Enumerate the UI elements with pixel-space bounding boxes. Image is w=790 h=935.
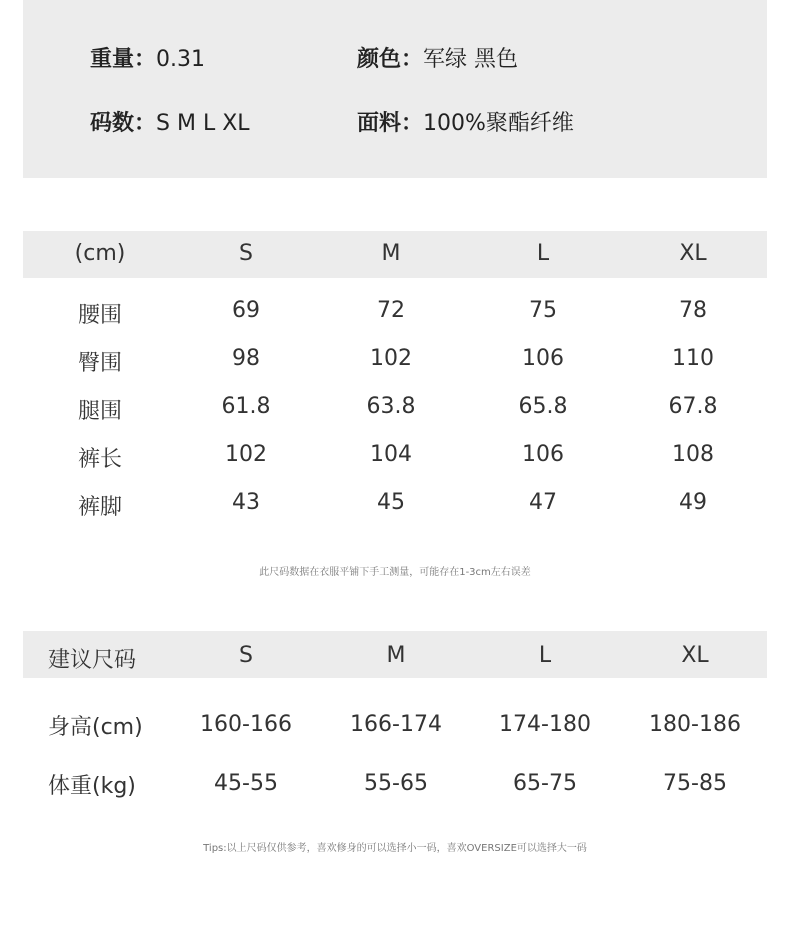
measure-row-label: 裤脚: [77, 495, 123, 520]
measure-note: 此尺码数据在衣服平铺下手工测量，可能存在1-3cm左右误差: [259, 567, 531, 578]
measure-cell: 75: [529, 298, 557, 323]
size-info: [90, 106, 250, 137]
recommend-cell: 166-174: [350, 712, 442, 737]
measure-cell: 108: [672, 442, 714, 467]
recommend-tips: Tips:以上尺码仅供参考，喜欢修身的可以选择小一码，喜欢OVERSIZE可以选择大一码: [203, 843, 587, 854]
recommend-header-s: S: [239, 643, 253, 668]
fabric-label: 面料：: [357, 111, 424, 136]
measure-cell: 106: [522, 442, 564, 467]
measure-header-l: L: [536, 241, 550, 266]
recommend-header-xl: XL: [681, 643, 709, 668]
measure-cell: 104: [370, 442, 412, 467]
measure-cell: 102: [370, 346, 412, 371]
weight-info: [90, 42, 205, 73]
measure-cell: 61.8: [221, 394, 271, 419]
measure-cell: 67.8: [668, 394, 718, 419]
measure-cell: 45: [377, 490, 405, 515]
recommend-cell: 180-186: [649, 712, 741, 737]
measure-cell: 98: [232, 346, 260, 371]
recommend-header-label: 建议尺码: [48, 648, 137, 673]
measure-row-label: 腿围: [77, 399, 123, 424]
size-value: S M L XL: [156, 111, 250, 136]
recommend-header-m: M: [386, 643, 406, 668]
measure-cell: 63.8: [366, 394, 416, 419]
measure-cell: 106: [522, 346, 564, 371]
color-value: 军绿 黑色: [423, 47, 519, 72]
size-label: 码数：: [90, 111, 157, 136]
measure-header-unit: (cm): [74, 241, 126, 266]
measure-header-m: M: [381, 241, 401, 266]
measure-header-s: S: [239, 241, 253, 266]
color-info: [357, 42, 518, 73]
product-info-panel: [23, 0, 767, 178]
measure-cell: 49: [679, 490, 707, 515]
color-label: 颜色：: [357, 47, 424, 72]
fabric-value: 100%聚酯纤维: [423, 111, 574, 136]
measure-cell: 72: [377, 298, 405, 323]
measure-row-label: 臀围: [77, 351, 123, 376]
recommend-row-label: 身高(cm): [48, 715, 143, 740]
measure-cell: 65.8: [518, 394, 568, 419]
recommend-cell: 45-55: [214, 771, 278, 796]
measure-row-label: 腰围: [77, 303, 123, 328]
measure-cell: 78: [679, 298, 707, 323]
recommend-cell: 160-166: [200, 712, 292, 737]
recommend-cell: 75-85: [663, 771, 727, 796]
measure-cell: 47: [529, 490, 557, 515]
recommend-header-l: L: [538, 643, 552, 668]
recommend-cell: 65-75: [513, 771, 577, 796]
measure-cell: 43: [232, 490, 260, 515]
fabric-info: [357, 106, 574, 137]
weight-label: 重量：: [90, 47, 157, 72]
measure-header-xl: XL: [679, 241, 707, 266]
weight-value: 0.31: [156, 47, 205, 72]
measure-row-label: 裤长: [77, 447, 123, 472]
measure-cell: 102: [225, 442, 267, 467]
recommend-row-label: 体重(kg): [48, 774, 136, 799]
measure-cell: 110: [672, 346, 714, 371]
recommend-cell: 174-180: [499, 712, 591, 737]
measure-cell: 69: [232, 298, 260, 323]
recommend-cell: 55-65: [364, 771, 428, 796]
